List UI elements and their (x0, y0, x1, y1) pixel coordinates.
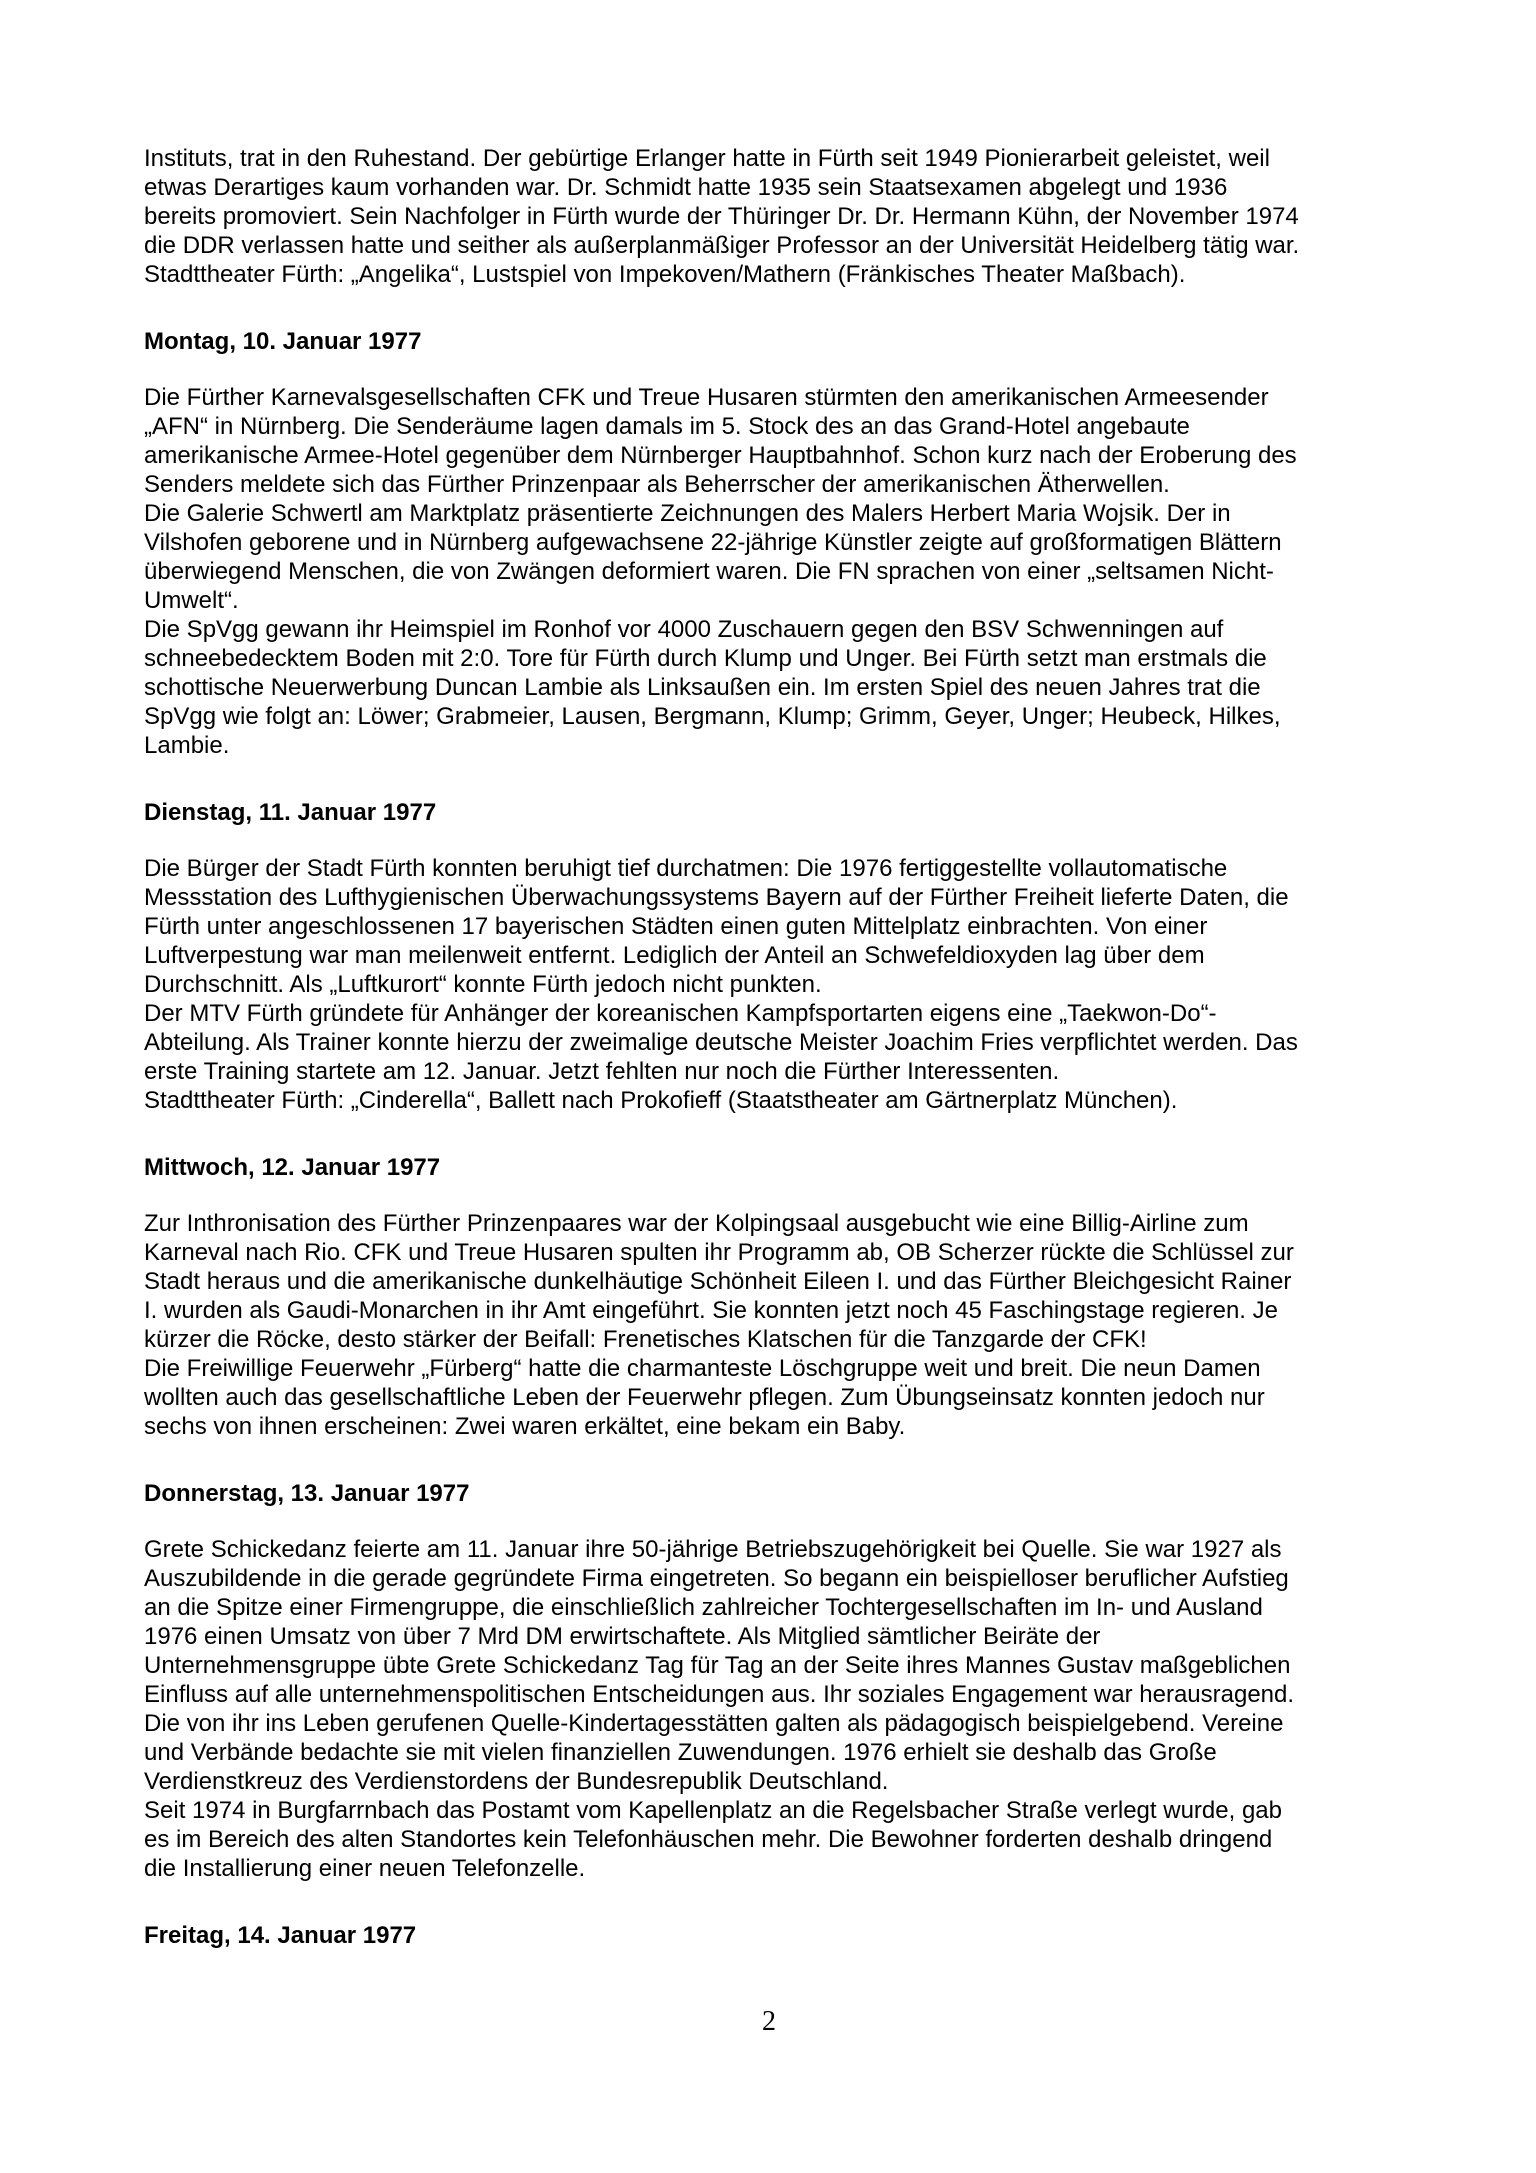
text-line: wollten auch das gesellschaftliche Leben der Feuerwehr pflegen. Zum Übungseinsatz konnten jedoch nur (144, 1384, 1265, 1411)
text-line: bereits promoviert. Sein Nachfolger in Fürth wurde der Thüringer Dr. Dr. Hermann Kühn, der November 1974 (144, 203, 1299, 230)
text-line: Die Galerie Schwertl am Marktplatz präsentierte Zeichnungen des Malers Herbert Maria Wojsik. Der in (144, 500, 1231, 527)
text-line: Karneval nach Rio. CFK und Treue Husaren spulten ihr Programm ab, OB Scherzer rückte die Schlüssel zur (144, 1239, 1294, 1266)
text-line: Luftverpestung war man meilenweit entfernt. Lediglich der Anteil an Schwefeldioxyden lag über dem (144, 942, 1205, 969)
day-section (144, 327, 1394, 760)
text-line: Verdienstkreuz des Verdienstordens der Bundesrepublik Deutschland. (144, 1768, 889, 1795)
diary-sections (144, 327, 1394, 1950)
text-line: die DDR verlassen hatte und seither als außerplanmäßiger Professor an der Universität Heidelberg tätig war. (144, 232, 1300, 259)
text-line: Umwelt“. (144, 587, 239, 614)
paragraph (144, 1209, 1394, 1354)
paragraph (144, 1354, 1394, 1441)
text-line: amerikanische Armee-Hotel gegenüber dem Nürnberger Hauptbahnhof. Schon kurz nach der Eroberung des (144, 442, 1297, 469)
intro-paragraph (144, 144, 1394, 289)
page-content (144, 144, 1394, 1977)
text-line: SpVgg wie folgt an: Löwer; Grabmeier, Lausen, Bergmann, Klump; Grimm, Geyer, Unger; Heubeck, Hilkes, (144, 703, 1281, 730)
day-section (144, 1153, 1394, 1441)
text-line: Stadttheater Fürth: „Angelika“, Lustspiel von Impekoven/Mathern (Fränkisches Theater Maßbach). (144, 261, 1186, 288)
page-number: 2 (762, 2006, 776, 2037)
paragraph (144, 854, 1394, 999)
text-line: Einfluss auf alle unternehmenspolitischen Entscheidungen aus. Ihr soziales Engagement war herausragend. (144, 1681, 1295, 1708)
text-line: Zur Inthronisation des Fürther Prinzenpaares war der Kolpingsaal ausgebucht wie eine Billig-Airline zum (144, 1210, 1249, 1237)
text-line: Die Bürger der Stadt Fürth konnten beruhigt tief durchatmen: Die 1976 fertiggestellte vollautomatische (144, 855, 1228, 882)
paragraph (144, 615, 1394, 760)
text-line: Seit 1974 in Burgfarrnbach das Postamt vom Kapellenplatz an die Regelsbacher Straße verlegt wurde, gab (144, 1797, 1282, 1824)
text-line: Die Freiwillige Feuerwehr „Fürberg“ hatte die charmanteste Löschgruppe weit und breit. Die neun Damen (144, 1355, 1261, 1382)
text-line: I. wurden als Gaudi-Monarchen in ihr Amt eingeführt. Sie konnten jetzt noch 45 Faschingstage regieren. Je (144, 1297, 1278, 1324)
text-line: Senders meldete sich das Fürther Prinzenpaar als Beherrscher der amerikanischen Ätherwellen. (144, 471, 1170, 498)
day-heading: Mittwoch, 12. Januar 1977 (144, 1154, 441, 1181)
text-line: Die von ihr ins Leben gerufenen Quelle-Kindertagesstätten galten als pädagogisch beispielgebend. Vereine (144, 1710, 1284, 1737)
text-line: Fürth unter angeschlossenen 17 bayerischen Städten einen guten Mittelplatz einbrachten. Von einer (144, 913, 1208, 940)
paragraph (144, 1535, 1394, 1796)
day-heading: Donnerstag, 13. Januar 1977 (144, 1480, 470, 1507)
text-line: Die Fürther Karnevalsgesellschaften CFK und Treue Husaren stürmten den amerikanischen Armeesender (144, 384, 1269, 411)
text-line: überwiegend Menschen, die von Zwängen deformiert waren. Die FN sprachen von einer „seltsamen Nicht- (144, 558, 1274, 585)
text-line: Grete Schickedanz feierte am 11. Januar ihre 50-jährige Betriebszugehörigkeit bei Quelle. Sie war 1927 als (144, 1536, 1282, 1563)
paragraph (144, 999, 1394, 1086)
day-heading: Montag, 10. Januar 1977 (144, 328, 422, 355)
text-line: Vilshofen geborene und in Nürnberg aufgewachsene 22-jährige Künstler zeigte auf großformatigen Blättern (144, 529, 1282, 556)
text-line: Stadt heraus und die amerikanische dunkelhäutige Schönheit Eileen I. und das Fürther Bleichgesicht Rainer (144, 1268, 1292, 1295)
text-line: Der MTV Fürth gründete für Anhänger der koreanischen Kampfsportarten eigens eine „Taekwon-Do“- (144, 1000, 1217, 1027)
page-footer (144, 2006, 1394, 2038)
text-line: die Installierung einer neuen Telefonzelle. (144, 1855, 586, 1882)
paragraph (144, 1086, 1394, 1115)
text-line: Stadttheater Fürth: „Cinderella“, Ballett nach Prokofieff (Staatstheater am Gärtnerplatz München). (144, 1087, 1178, 1114)
text-line: schottische Neuerwerbung Duncan Lambie als Linksaußen ein. Im ersten Spiel des neuen Jahres trat die (144, 674, 1261, 701)
text-line: und Verbände bedachte sie mit vielen finanziellen Zuwendungen. 1976 erhielt sie deshalb das Große (144, 1739, 1217, 1766)
text-line: Die SpVgg gewann ihr Heimspiel im Ronhof vor 4000 Zuschauern gegen den BSV Schwenningen auf (144, 616, 1224, 643)
day-section (144, 1921, 1394, 1950)
day-heading: Dienstag, 11. Januar 1977 (144, 799, 437, 826)
paragraph (144, 383, 1394, 499)
day-heading: Freitag, 14. Januar 1977 (144, 1922, 417, 1949)
text-line: es im Bereich des alten Standortes kein Telefonhäuschen mehr. Die Bewohner forderten deshalb dringend (144, 1826, 1273, 1853)
paragraph (144, 499, 1394, 615)
text-line: etwas Derartiges kaum vorhanden war. Dr. Schmidt hatte 1935 sein Staatsexamen abgelegt und 1936 (144, 174, 1228, 201)
text-line: Unternehmensgruppe übte Grete Schickedanz Tag für Tag an der Seite ihres Mannes Gustav maßgeblichen (144, 1652, 1291, 1679)
text-line: kürzer die Röcke, desto stärker der Beifall: Frenetisches Klatschen für die Tanzgarde der CFK! (144, 1326, 1147, 1353)
text-line: 1976 einen Umsatz von über 7 Mrd DM erwirtschaftete. Als Mitglied sämtlicher Beiräte der (144, 1623, 1101, 1650)
text-line: an die Spitze einer Firmengruppe, die einschließlich zahlreicher Tochtergesellschaften im In- und Ausland (144, 1594, 1263, 1621)
text-line: Abteilung. Als Trainer konnte hierzu der zweimalige deutsche Meister Joachim Fries verpflichtet werden. Das (144, 1029, 1298, 1056)
day-section (144, 798, 1394, 1115)
day-section (144, 1479, 1394, 1883)
text-line: schneebedecktem Boden mit 2:0. Tore für Fürth durch Klump und Unger. Bei Fürth setzt man erstmals die (144, 645, 1267, 672)
text-line: sechs von ihnen erscheinen: Zwei waren erkältet, eine bekam ein Baby. (144, 1413, 906, 1440)
text-line: Lambie. (144, 732, 230, 759)
text-line: Durchschnitt. Als „Luftkurort“ konnte Fürth jedoch nicht punkten. (144, 971, 822, 998)
text-line: erste Training startete am 12. Januar. Jetzt fehlten nur noch die Fürther Interessenten. (144, 1058, 1060, 1085)
paragraph (144, 1796, 1394, 1883)
text-line: Instituts, trat in den Ruhestand. Der gebürtige Erlanger hatte in Fürth seit 1949 Pionierarbeit geleistet, weil (144, 145, 1270, 172)
text-line: „AFN“ in Nürnberg. Die Senderäume lagen damals im 5. Stock des an das Grand-Hotel angebaute (144, 413, 1190, 440)
text-line: Messstation des Lufthygienischen Überwachungssystems Bayern auf der Fürther Freiheit lieferte Daten, die (144, 884, 1289, 911)
text-line: Auszubildende in die gerade gegründete Firma eingetreten. So begann ein beispielloser beruflicher Aufstieg (144, 1565, 1289, 1592)
